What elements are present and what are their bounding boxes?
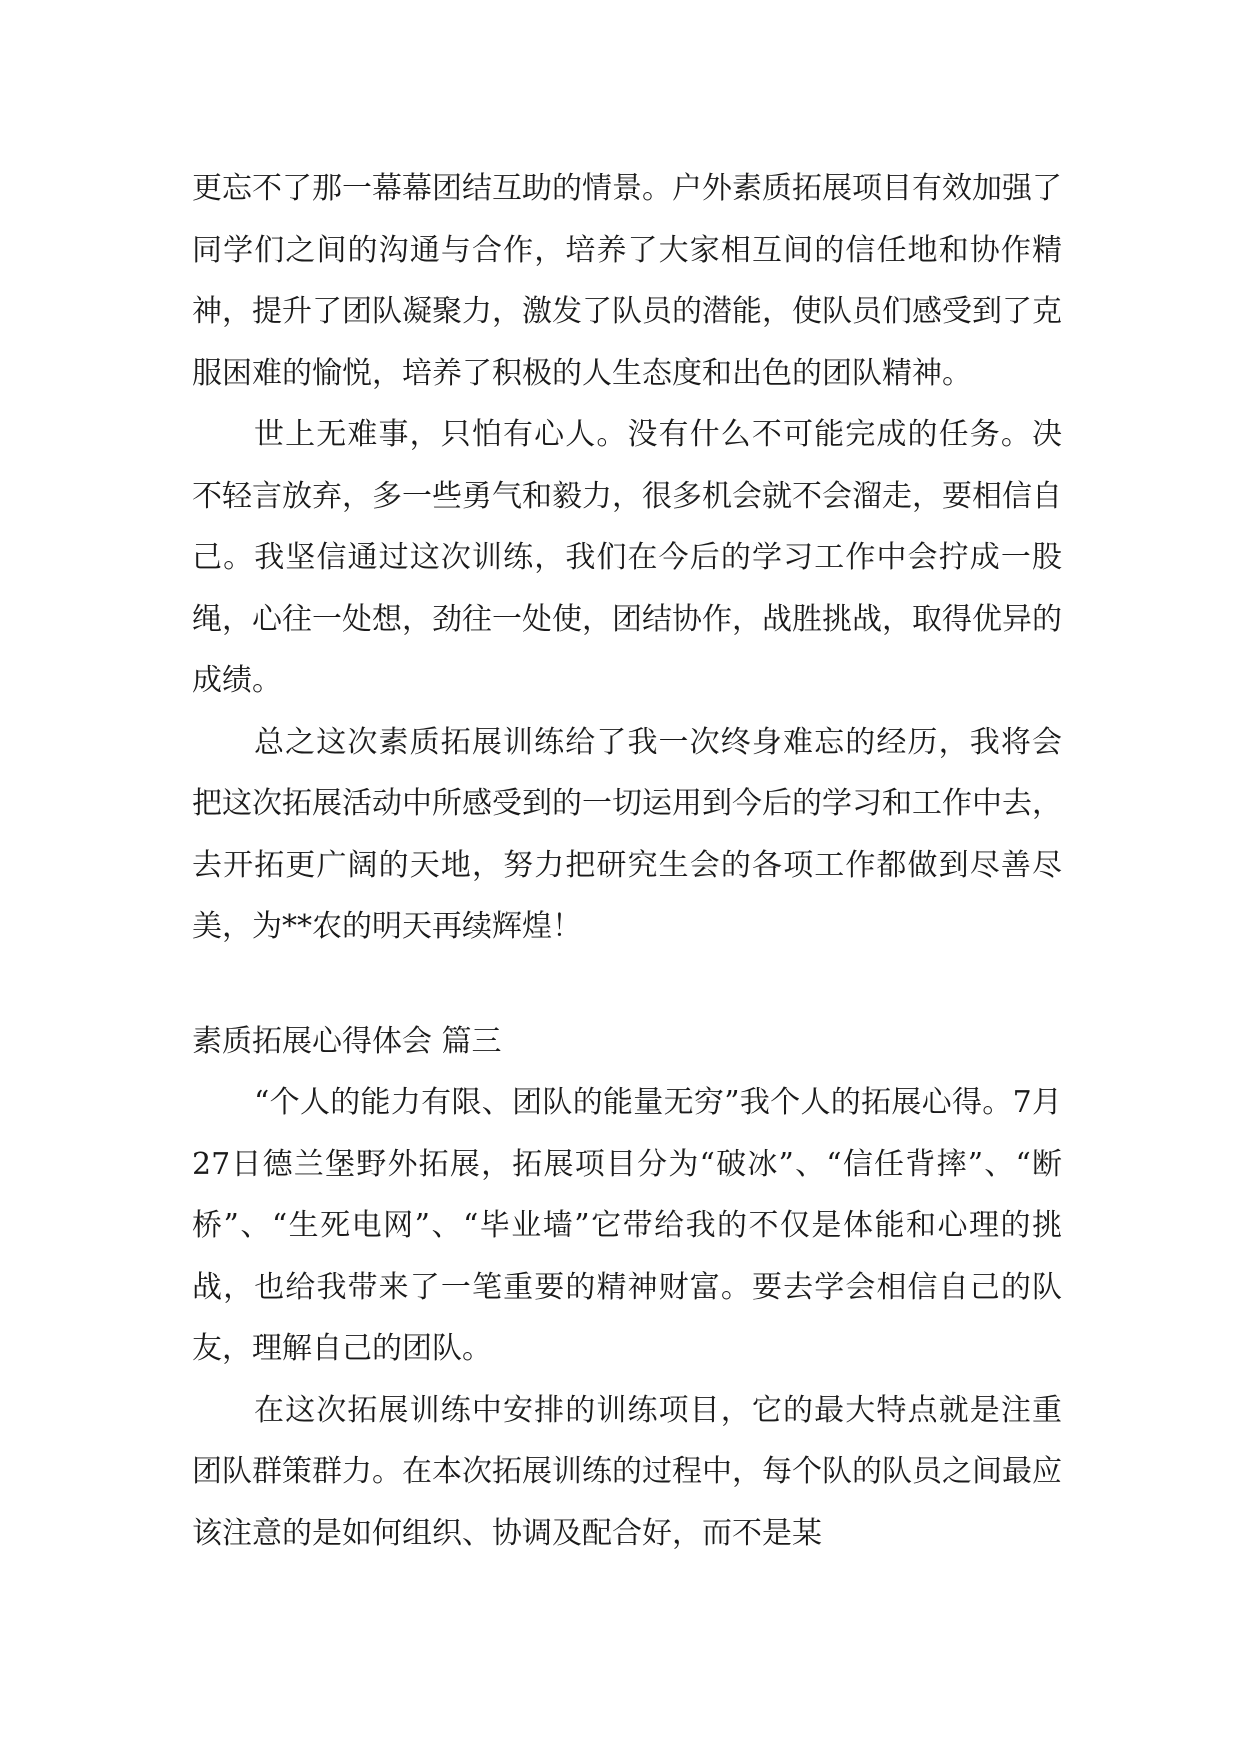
section-heading: 素质拓展心得体会 篇三 — [192, 1023, 502, 1059]
paragraph-training-projects: 在这次拓展训练中安排的训练项目，它的最大特点就是注重团队群策群力。在本次拓展训练的过程中，每个队的队员之间最应该注意的是如何组织、协调及配合好，而不是某 — [192, 1392, 1062, 1551]
document-body — [192, 158, 1062, 1564]
paragraph-team-outdoor: 更忘不了那一幕幕团结互助的情景。户外素质拓展项目有效加强了同学们之间的沟通与合作，培养了大家相互间的信任地和协作精神，提升了团队凝聚力，激发了队员的潜能，使队员们感受到了克服困难的愉悦，培养了积极的人生态度和出色的团队精神。 — [192, 171, 1062, 391]
paragraph-personal-experience: “个人的能力有限、团队的能量无穷”我个人的拓展心得。7月27日德兰堡野外拓展，拓展项目分为“破冰”、“信任背摔”、“断桥”、“生死电网”、“毕业墙”它带给我的不仅是体能和心理的挑战，也给我带来了一笔重要的精神财富。要去学会相信自己的队友，理解自己的团队。 — [192, 1085, 1062, 1366]
paragraph-perseverance: 世上无难事，只怕有心人。没有什么不可能完成的任务。决不轻言放弃，多一些勇气和毅力，很多机会就不会溜走，要相信自己。我坚信通过这次训练，我们在今后的学习工作中会拧成一股绳，心往一处想，劲往一处使，团结协作，战胜挑战，取得优异的成绩。 — [192, 417, 1062, 698]
paragraph-conclusion: 总之这次素质拓展训练给了我一次终身难忘的经历，我将会把这次拓展活动中所感受到的一切运用到今后的学习和工作中去，去开拓更广阔的天地，努力把研究生会的各项工作都做到尽善尽美，为**农的明天再续辉煌！ — [192, 724, 1062, 944]
